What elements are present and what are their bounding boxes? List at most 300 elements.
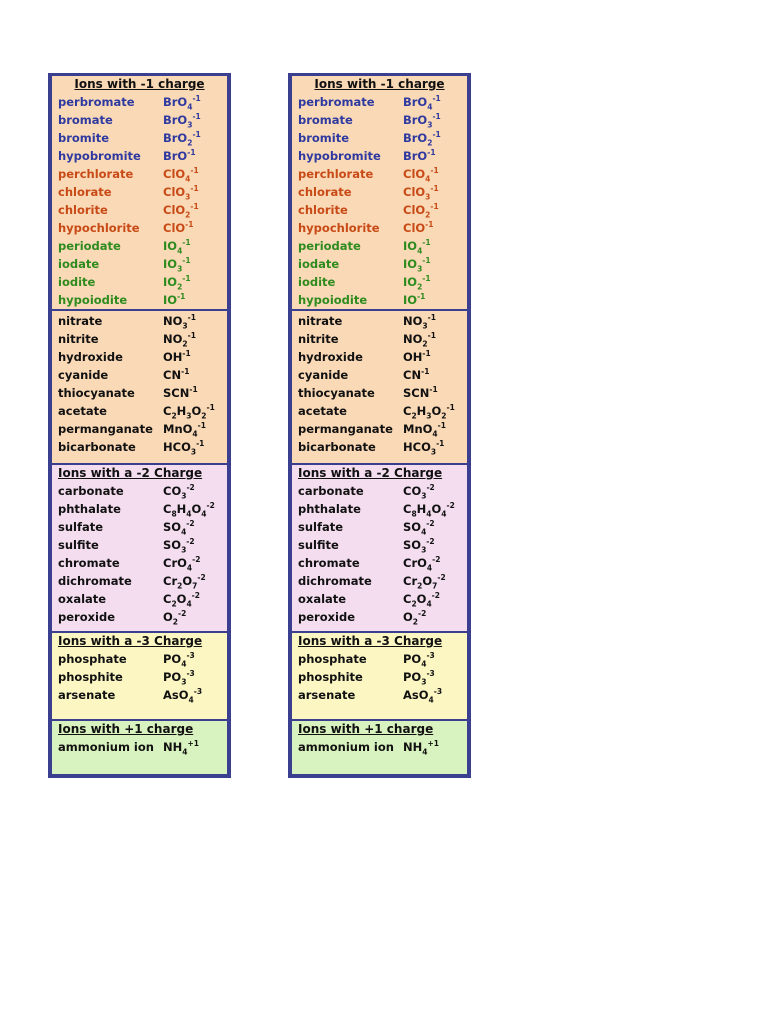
ion-row (58, 219, 227, 237)
formula-part: -1 (197, 421, 206, 431)
formula-part: 3 (181, 545, 187, 555)
formula-part: O (416, 592, 427, 606)
formula-part: 4 (421, 527, 427, 537)
ion-formula (403, 608, 426, 626)
ion-name: phosphate (298, 652, 367, 666)
formula-part: SO (403, 538, 422, 552)
formula-part: 4 (186, 509, 192, 519)
ion-row (298, 219, 467, 237)
ion-formula (163, 536, 195, 554)
formula-part: -1 (427, 331, 436, 341)
ion-row (298, 348, 467, 366)
ion-formula (403, 183, 439, 201)
ion-formula (163, 219, 194, 237)
ion-formula (163, 93, 201, 111)
ion-row (298, 686, 467, 704)
formula-part: 3 (190, 447, 197, 457)
formula-part: -1 (422, 238, 431, 248)
ion-formula (163, 402, 215, 420)
section-title: Ions with a -3 Charge (298, 634, 443, 648)
ion-formula (163, 738, 199, 756)
formula-part: -1 (432, 112, 441, 122)
ion-formula (403, 129, 441, 147)
formula-part: -1 (181, 367, 190, 377)
ion-formula (163, 500, 215, 518)
formula-part: -1 (432, 94, 441, 104)
formula-part: +1 (187, 739, 199, 749)
ion-name: carbonate (58, 484, 124, 498)
formula-part: C (403, 502, 412, 516)
formula-part: -2 (426, 519, 435, 529)
formula-part: -1 (446, 403, 455, 413)
formula-part: NH (163, 740, 183, 754)
ion-formula (163, 330, 196, 348)
formula-part: -1 (427, 148, 436, 158)
formula-part: 4 (425, 174, 431, 184)
formula-part: O (431, 502, 442, 516)
ion-row (298, 420, 467, 438)
ion-formula (403, 330, 436, 348)
formula-part: 4 (181, 527, 187, 537)
formula-part: -3 (433, 687, 443, 697)
ion-row (298, 738, 467, 756)
formula-part: H (416, 502, 427, 516)
formula-part: -2 (191, 591, 201, 601)
formula-part: -1 (417, 292, 426, 302)
ion-name: phthalate (298, 502, 361, 516)
formula-part: 2 (187, 138, 193, 148)
formula-part: 2 (172, 617, 178, 627)
formula-part: IO (163, 275, 178, 289)
formula-part: 4 (426, 509, 432, 519)
formula-part: -1 (182, 238, 191, 248)
ion-name: iodate (298, 257, 340, 271)
plus-one-charge-section (292, 721, 467, 778)
ion-name: hypoiodite (58, 293, 128, 307)
formula-part: BrO (163, 149, 188, 163)
formula-part: PO (163, 652, 182, 666)
formula-part: 4 (186, 563, 193, 573)
ion-row (58, 291, 227, 309)
ion-row (58, 165, 227, 183)
formula-part: 2 (201, 411, 207, 421)
ion-formula (403, 420, 446, 438)
ion-formula (163, 420, 206, 438)
formula-part: -3 (193, 687, 203, 697)
formula-part: NO (163, 332, 183, 346)
formula-part: C (163, 592, 172, 606)
formula-part: -2 (437, 573, 446, 583)
formula-part: C (163, 502, 172, 516)
ion-name: arsenate (58, 688, 116, 702)
formula-part: 2 (417, 581, 423, 591)
ion-name: phosphite (298, 670, 363, 684)
formula-part: 4 (426, 599, 432, 609)
ion-row (298, 165, 467, 183)
ion-row (58, 518, 227, 536)
ion-row (58, 255, 227, 273)
ion-name: peroxide (58, 610, 115, 624)
ion-formula (163, 482, 195, 500)
ion-row (298, 384, 467, 402)
ion-row (58, 330, 227, 348)
formula-part: BrO (403, 131, 428, 145)
ion-row (298, 500, 467, 518)
ion-row (298, 590, 467, 608)
ion-row (58, 536, 227, 554)
ion-formula (163, 650, 195, 668)
polyatomic-minus-one-section (292, 311, 467, 465)
formula-part: -1 (430, 202, 439, 212)
formula-part: 7 (192, 581, 198, 591)
formula-part: -1 (432, 130, 441, 140)
formula-part: 3 (425, 192, 431, 202)
ion-formula (403, 438, 444, 456)
formula-part: 4 (426, 563, 433, 573)
formula-part: HCO (163, 440, 191, 454)
ion-row (58, 402, 227, 420)
ion-row (58, 93, 227, 111)
ion-formula (403, 482, 435, 500)
formula-part: NO (403, 332, 423, 346)
formula-part: BrO (403, 149, 428, 163)
formula-part: 8 (171, 509, 177, 519)
ion-name: thiocyanate (58, 386, 135, 400)
formula-part: -1 (422, 349, 431, 359)
ion-name: acetate (298, 404, 347, 418)
ion-row (298, 330, 467, 348)
ion-row (298, 183, 467, 201)
formula-part: 3 (181, 491, 187, 501)
formula-part: IO (403, 293, 418, 307)
formula-part: IO (163, 257, 178, 271)
ion-formula (163, 237, 191, 255)
formula-part: -1 (192, 112, 201, 122)
ion-row (298, 93, 467, 111)
ion-name: chlorite (58, 203, 108, 217)
formula-part: 4 (177, 246, 183, 256)
formula-part: SO (163, 538, 182, 552)
ion-name: phosphite (58, 670, 123, 684)
ion-formula (163, 291, 185, 309)
formula-part: BrO (163, 113, 188, 127)
ion-name: nitrate (298, 314, 343, 328)
ion-formula (403, 255, 431, 273)
ion-formula (403, 219, 434, 237)
ion-name: sulfite (58, 538, 99, 552)
formula-part: -1 (182, 349, 191, 359)
minus-three-charge-section (292, 633, 467, 721)
ion-row (58, 312, 227, 330)
ion-row (58, 366, 227, 384)
ion-row (58, 554, 227, 572)
formula-part: 3 (421, 545, 427, 555)
formula-part: 4 (182, 747, 188, 757)
ion-name: hypoiodite (298, 293, 368, 307)
ion-chart-left (48, 73, 231, 778)
formula-part: 3 (185, 192, 191, 202)
ion-name: oxalate (58, 592, 107, 606)
section-title: Ions with -1 charge (314, 77, 445, 91)
ion-row (298, 237, 467, 255)
formula-part: -1 (430, 184, 439, 194)
section-title: Ions with +1 charge (58, 722, 194, 736)
formula-part: -1 (430, 166, 439, 176)
formula-part: C (403, 404, 412, 418)
ion-name: chromate (298, 556, 360, 570)
minus-one-charge-section (292, 73, 467, 311)
formula-part: OH (403, 350, 423, 364)
ion-name: bromate (298, 113, 353, 127)
ion-formula (403, 572, 446, 590)
formula-part: C (403, 592, 412, 606)
formula-part: NH (403, 740, 423, 754)
ion-formula (403, 348, 431, 366)
plus-one-charge-section (52, 721, 227, 778)
formula-part: -1 (187, 331, 196, 341)
section-title: Ions with a -3 Charge (58, 634, 203, 648)
ion-name: oxalate (298, 592, 347, 606)
formula-part: 4 (181, 659, 187, 669)
ion-row (58, 500, 227, 518)
ion-formula (403, 668, 435, 686)
ion-formula (403, 366, 429, 384)
ion-name: hypochlorite (58, 221, 140, 235)
ion-formula (163, 201, 199, 219)
ion-formula (163, 686, 202, 704)
ion-chart-right (288, 73, 471, 778)
ion-formula (163, 183, 199, 201)
formula-part: -1 (422, 256, 431, 266)
formula-part: -1 (182, 274, 191, 284)
ion-row (58, 482, 227, 500)
formula-part: 3 (421, 491, 427, 501)
formula-part: -1 (425, 220, 434, 230)
formula-part: 3 (181, 677, 187, 687)
formula-part: CrO (163, 556, 187, 570)
ion-formula (163, 518, 195, 536)
formula-part: -1 (190, 202, 199, 212)
ion-row (58, 237, 227, 255)
formula-part: -1 (436, 439, 445, 449)
formula-part: 4 (417, 246, 423, 256)
formula-part: ClO (163, 185, 186, 199)
ion-row (58, 590, 227, 608)
formula-part: -3 (426, 651, 435, 661)
formula-part: 4 (201, 509, 207, 519)
ion-name: ammonium ion (298, 740, 394, 754)
ion-row (298, 255, 467, 273)
formula-part: -1 (177, 292, 186, 302)
formula-part: -1 (190, 184, 199, 194)
ion-formula (163, 572, 206, 590)
formula-part: -2 (178, 609, 187, 619)
formula-part: O (191, 404, 202, 418)
formula-part: -2 (206, 501, 215, 511)
ion-row (298, 438, 467, 456)
ion-name: nitrite (58, 332, 99, 346)
formula-part: O (182, 574, 193, 588)
formula-part: 7 (432, 581, 438, 591)
formula-part: 4 (422, 747, 428, 757)
formula-part: ClO (403, 203, 426, 217)
ion-name: hypochlorite (298, 221, 380, 235)
ion-name: acetate (58, 404, 107, 418)
ion-formula (163, 111, 201, 129)
formula-part: IO (403, 275, 418, 289)
formula-part: 4 (192, 429, 198, 439)
formula-part: IO (163, 239, 178, 253)
ion-formula (163, 554, 200, 572)
formula-part: 2 (171, 599, 177, 609)
formula-part: 3 (182, 321, 188, 331)
ion-row (58, 572, 227, 590)
ion-name: bromite (298, 131, 350, 145)
formula-part: CN (403, 368, 422, 382)
formula-part: 3 (421, 677, 427, 687)
ion-name: phosphate (58, 652, 127, 666)
formula-part: CO (403, 484, 422, 498)
formula-part: 2 (425, 210, 431, 220)
formula-part: 3 (417, 264, 423, 274)
ion-name: phthalate (58, 502, 121, 516)
formula-part: -3 (186, 651, 195, 661)
section-title: Ions with a -2 Charge (298, 466, 443, 480)
ion-formula (403, 111, 441, 129)
ion-row (58, 608, 227, 626)
ion-formula (163, 366, 189, 384)
ion-formula (163, 165, 199, 183)
formula-part: SO (403, 520, 422, 534)
ion-formula (403, 650, 435, 668)
ion-row (298, 312, 467, 330)
formula-part: ClO (163, 167, 186, 181)
formula-part: OH (163, 350, 183, 364)
formula-part: 4 (427, 102, 433, 112)
ion-formula (163, 590, 200, 608)
ion-row (58, 201, 227, 219)
formula-part: CrO (403, 556, 427, 570)
ion-name: hypobromite (298, 149, 381, 163)
ion-name: iodite (58, 275, 96, 289)
ion-row (298, 273, 467, 291)
section-title: Ions with +1 charge (298, 722, 434, 736)
formula-part: BrO (403, 95, 428, 109)
formula-part: 4 (441, 509, 447, 519)
ion-row (298, 518, 467, 536)
ion-row (58, 438, 227, 456)
formula-part: CO (163, 484, 182, 498)
formula-part: O (163, 610, 173, 624)
formula-part: -2 (426, 537, 435, 547)
ion-name: nitrite (298, 332, 339, 346)
ion-row (298, 572, 467, 590)
ion-name: perchlorate (58, 167, 134, 181)
formula-part: IO (163, 293, 178, 307)
ion-row (298, 366, 467, 384)
ion-name: hydroxide (298, 350, 363, 364)
ion-row (298, 668, 467, 686)
formula-part: 3 (187, 120, 193, 130)
formula-part: O (422, 574, 433, 588)
formula-part: 2 (185, 210, 191, 220)
ion-formula (163, 147, 196, 165)
formula-part: 3 (186, 411, 192, 421)
formula-part: -2 (426, 483, 435, 493)
formula-part: ClO (163, 203, 186, 217)
ion-name: perchlorate (298, 167, 374, 181)
formula-part: O (176, 592, 187, 606)
ion-name: ammonium ion (58, 740, 154, 754)
ion-row (298, 201, 467, 219)
ion-name: sulfate (298, 520, 344, 534)
ion-name: sulfite (298, 538, 339, 552)
ion-name: hydroxide (58, 350, 123, 364)
formula-part: 2 (177, 282, 183, 292)
ion-name: dichromate (298, 574, 372, 588)
ion-name: perbromate (298, 95, 375, 109)
formula-part: 2 (177, 581, 183, 591)
ion-name: bicarbonate (298, 440, 376, 454)
formula-part: 4 (428, 695, 434, 705)
ion-row (58, 686, 227, 704)
ion-row (298, 536, 467, 554)
ion-formula (403, 93, 441, 111)
ion-row (298, 650, 467, 668)
ion-row (58, 384, 227, 402)
ion-row (298, 111, 467, 129)
ion-name: carbonate (298, 484, 364, 498)
ion-formula (403, 590, 440, 608)
formula-part: Cr (163, 574, 178, 588)
formula-part: -2 (197, 573, 206, 583)
ion-name: permanganate (58, 422, 153, 436)
formula-part: 4 (185, 174, 191, 184)
ion-name: chromate (58, 556, 120, 570)
formula-part: -2 (432, 555, 441, 565)
formula-part: -3 (426, 669, 435, 679)
formula-part: 2 (171, 411, 177, 421)
ion-formula (403, 165, 439, 183)
ion-formula (163, 255, 191, 273)
ion-formula (403, 273, 431, 291)
formula-part: 2 (427, 138, 433, 148)
formula-part: 4 (187, 102, 193, 112)
formula-part: ClO (403, 185, 426, 199)
formula-part: O (191, 502, 202, 516)
formula-part: -1 (192, 94, 201, 104)
ion-name: arsenate (298, 688, 356, 702)
formula-part: -1 (196, 439, 205, 449)
formula-part: H (176, 502, 187, 516)
formula-part: -1 (437, 421, 446, 431)
ion-name: nitrate (58, 314, 103, 328)
formula-part: IO (403, 239, 418, 253)
formula-part: 3 (426, 411, 432, 421)
ion-formula (163, 273, 191, 291)
formula-part: BrO (163, 95, 188, 109)
ion-row (58, 129, 227, 147)
formula-part: -2 (192, 555, 201, 565)
ion-formula (403, 201, 439, 219)
formula-part: 2 (417, 282, 423, 292)
formula-part: -1 (187, 313, 196, 323)
formula-part: -1 (187, 148, 196, 158)
ion-row (298, 129, 467, 147)
ion-name: bicarbonate (58, 440, 136, 454)
formula-part: 3 (422, 321, 428, 331)
ion-name: hypobromite (58, 149, 141, 163)
